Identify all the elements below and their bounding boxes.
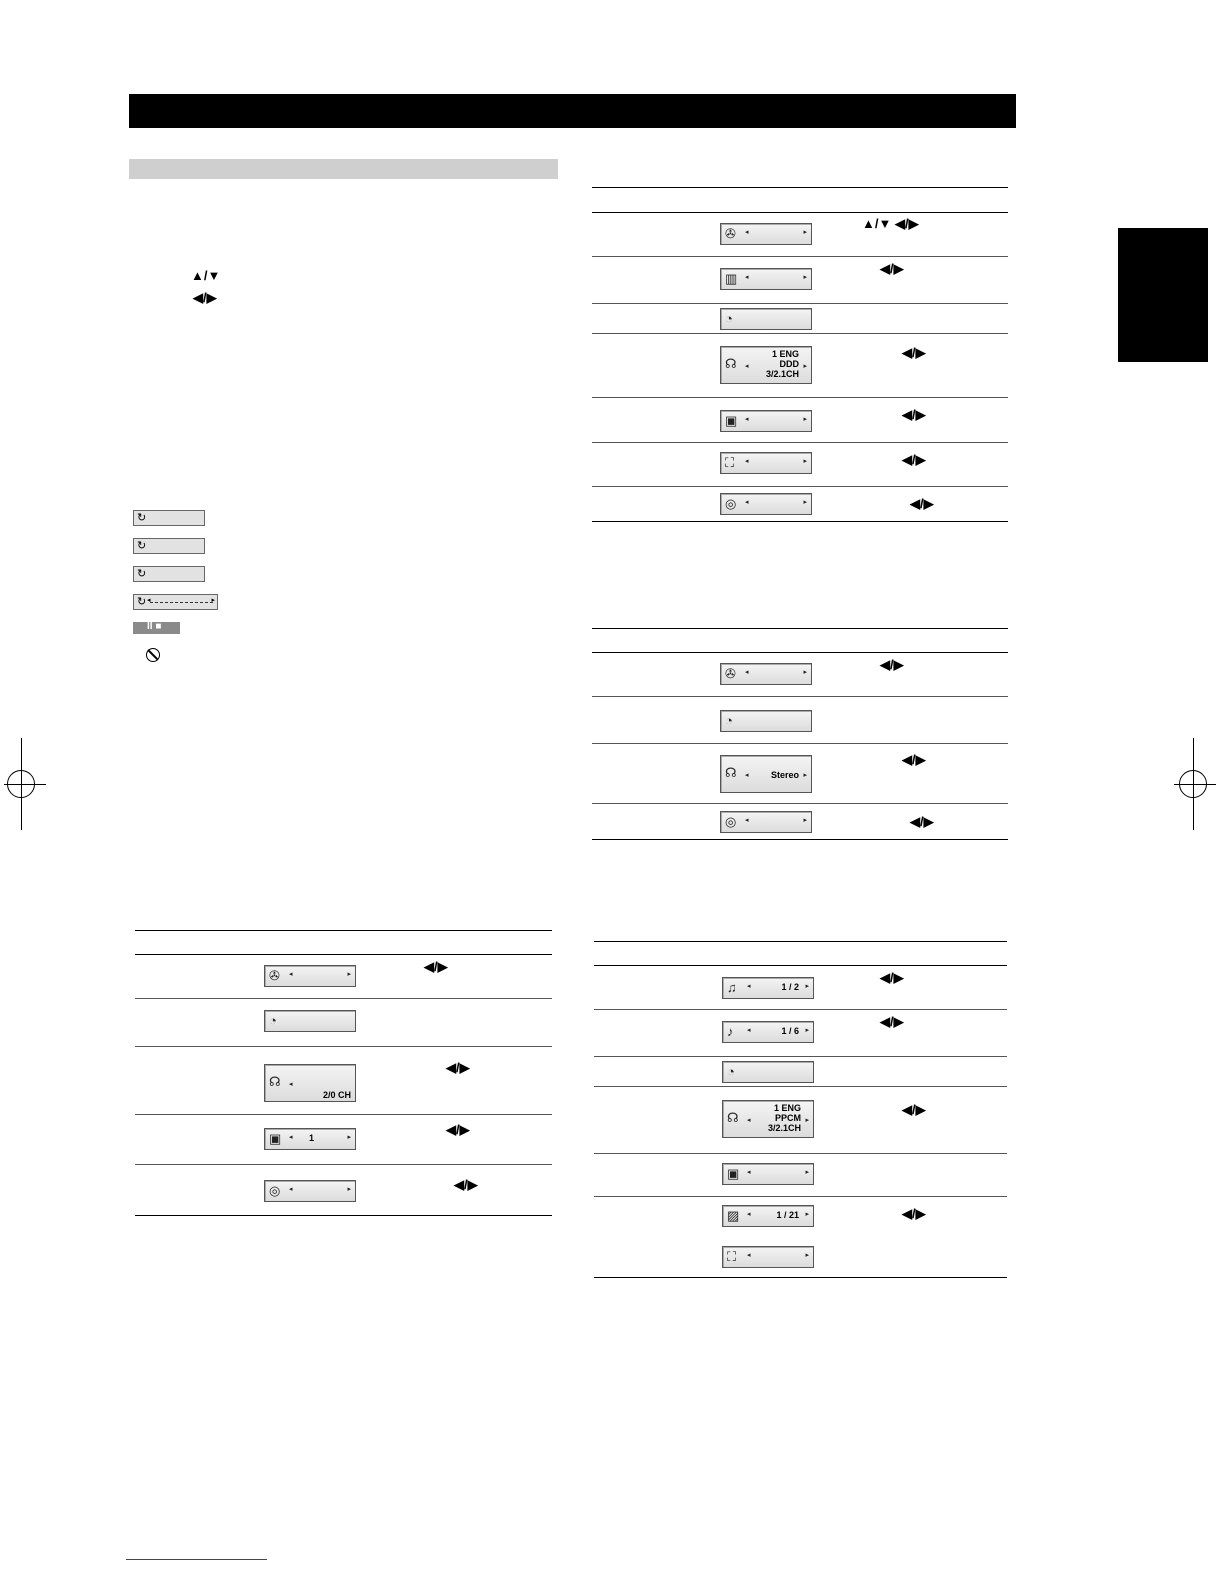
photo-icon: ▨ (727, 1208, 740, 1223)
left-right-arrow-icon: ◀/▶ (902, 407, 926, 422)
headphone-icon: ☊ (725, 356, 737, 371)
dvd-angle-osd: ⛶ ◂ ▸ (720, 452, 812, 474)
title-icon: ✇ (269, 968, 280, 983)
dvd-audio-osd: ☊ ◂ 1 ENG DDD 3/2.1CH ▸ (720, 346, 812, 384)
left-right-arrow-icon: ◀/▶ (902, 452, 926, 467)
repeat-off-indicator (133, 566, 205, 582)
divx-time-osd (722, 1061, 814, 1083)
track-icon: ♫ (727, 980, 737, 995)
repeat-icon: ↻ (137, 540, 147, 552)
cd-subtitle-osd: ▣ ◂ 1 ▸ (264, 1128, 356, 1150)
left-right-arrow-icon: ◀/▶ (902, 1102, 926, 1117)
vcd-audio-osd: ☊ ◂ Stereo ▸ (720, 755, 812, 793)
left-right-arrow-icon: ◀/▶ (910, 814, 934, 829)
header-bar (129, 94, 1016, 128)
left-right-arrow-icon: ◀/▶ (446, 1122, 470, 1137)
repeat-icon: ↻ (137, 512, 147, 524)
audio-mode: Stereo (770, 770, 799, 780)
dvd-time-osd (720, 308, 812, 330)
audio-format: DDD (779, 359, 799, 369)
left-right-arrow-icon: ◀/▶ (424, 959, 448, 974)
left-right-arrow-icon: ◀/▶ (454, 1177, 478, 1192)
footer-line (126, 1559, 267, 1560)
dvd-chapter-osd: ▥ ◂ ▸ (720, 268, 812, 290)
left-right-arrow-icon: ◀/▶ (880, 970, 904, 985)
left-right-arrow-icon: ◀/▶ (880, 261, 904, 276)
side-tab (1118, 228, 1208, 362)
pause-stop-indicator (133, 622, 180, 634)
divx-subtitle-osd: ▣ ◂ ▸ (722, 1163, 814, 1185)
audio-language: 1 ENG (771, 349, 799, 359)
vcd-track-osd: ✇ ◂ ▸ (720, 663, 812, 685)
left-right-arrow-icon: ◀/▶ (880, 657, 904, 672)
prohibited-icon (146, 648, 160, 662)
subtitle-icon: ▣ (725, 413, 738, 428)
left-right-arrow-icon: ◀/▶ (446, 1060, 470, 1075)
headphone-icon: ☊ (727, 1110, 739, 1125)
vcd-time-osd (720, 710, 812, 732)
up-down-arrow-icon: ▲/▼ (191, 268, 221, 283)
headphone-icon: ☊ (725, 765, 737, 780)
divx-title-osd: ♫ ◂ 1 / 2 ▸ (722, 977, 814, 999)
headphone-icon: ☊ (269, 1074, 281, 1089)
cd-audio-osd: ☊ ◂ 2/0 CH (264, 1064, 356, 1102)
sound-icon: ◎ (725, 814, 737, 829)
subtitle-number: 1 (309, 1133, 315, 1143)
clock-icon: ◔ (725, 311, 733, 326)
chapter-icon: ▥ (725, 271, 738, 286)
vcd-sound-osd: ◎ ◂ ▸ (720, 811, 812, 833)
sound-icon: ◎ (725, 496, 737, 511)
repeat-icon: ↻ (137, 568, 147, 580)
left-right-arrow-icon: ◀/▶ (902, 345, 926, 360)
chapter-number: 1 / 6 (781, 1026, 799, 1036)
divx-audio-osd: ☊ ◂ 1 ENG PPCM 3/2.1CH ▸ (722, 1100, 814, 1138)
divx-photo-osd: ▨ ◂ 1 / 21 ▸ (722, 1205, 814, 1227)
repeat-ab-indicator: ↻ ◂ ▸ (133, 594, 218, 610)
subtitle-icon: ▣ (269, 1131, 282, 1146)
clock-icon: ◔ (727, 1064, 735, 1079)
angle-icon: ⛶ (727, 1249, 737, 1264)
title-icon: ✇ (725, 226, 736, 241)
pause-stop-icon: II ■ (147, 621, 162, 632)
music-icon: ♪ (727, 1024, 734, 1039)
clock-icon: ◔ (725, 713, 733, 728)
audio-channels: 3/2.1CH (767, 1123, 801, 1133)
photo-number: 1 / 21 (776, 1210, 799, 1220)
left-right-arrow-icon: ◀/▶ (880, 1014, 904, 1029)
cd-sound-osd: ◎ ◂ ▸ (264, 1180, 356, 1202)
dvd-sound-osd: ◎ ◂ ▸ (720, 493, 812, 515)
up-down-left-right-arrow-icon: ▲/▼ ◀/▶ (862, 216, 919, 231)
angle-icon: ⛶ (725, 455, 735, 470)
repeat-chapter-indicator (133, 510, 205, 526)
left-right-arrow-icon: ◀/▶ (902, 1206, 926, 1221)
cd-time-osd (264, 1010, 356, 1032)
dvd-subtitle-osd: ▣ ◂ ▸ (720, 410, 812, 432)
audio-channels: 2/0 CH (322, 1090, 351, 1100)
repeat-title-indicator (133, 538, 205, 554)
left-right-arrow-icon: ◀/▶ (193, 290, 217, 305)
title-number: 1 / 2 (781, 982, 799, 992)
subtitle-icon: ▣ (727, 1166, 740, 1181)
divx-chapter-osd: ♪ ◂ 1 / 6 ▸ (722, 1021, 814, 1043)
left-right-arrow-icon: ◀/▶ (902, 752, 926, 767)
audio-language: 1 ENG (773, 1103, 801, 1113)
audio-channels: 3/2.1CH (765, 369, 799, 379)
repeat-icon: ↻ (137, 596, 147, 608)
sound-icon: ◎ (269, 1183, 281, 1198)
left-right-arrow-icon: ◀/▶ (910, 496, 934, 511)
section-heading-bar (129, 159, 558, 179)
clock-icon: ◔ (269, 1013, 277, 1028)
cd-track-osd: ✇ ◂ ▸ (264, 965, 356, 987)
dvd-title-osd: ✇ ◂ ▸ (720, 223, 812, 245)
audio-format: PPCM (774, 1113, 801, 1123)
title-icon: ✇ (725, 666, 736, 681)
divx-angle-osd: ⛶ ◂ ▸ (722, 1246, 814, 1268)
